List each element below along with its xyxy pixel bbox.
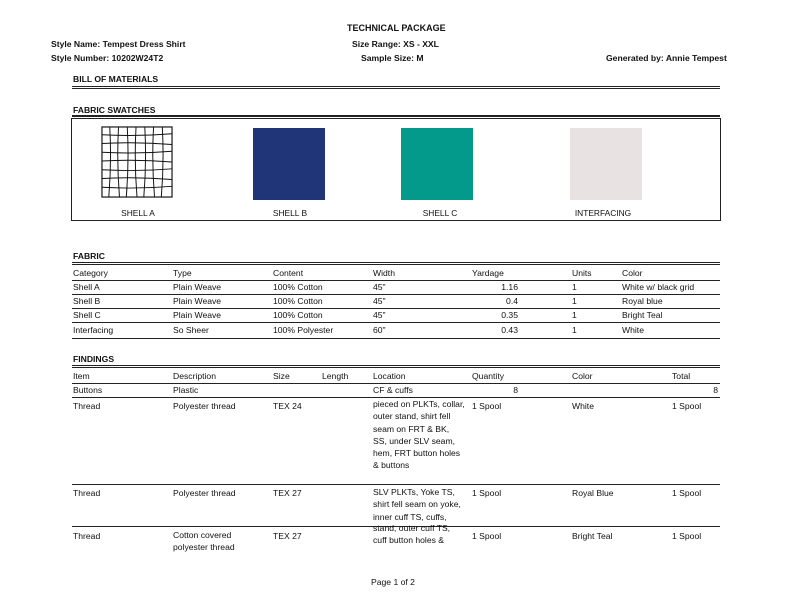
table-row-cell: Bright Teal (622, 310, 663, 320)
table-row-cell: CF & cuffs (373, 385, 413, 395)
table-row-cell: Shell A (73, 282, 100, 292)
table-row-cell: 1 Spool (472, 401, 502, 411)
style-number: Style Number: 10202W24T2 (51, 53, 164, 63)
table-row-cell: Royal Blue (572, 488, 614, 498)
findings-divider (72, 365, 720, 368)
findings-col-size: Size (273, 371, 290, 381)
fabric-col-units: Units (572, 268, 592, 278)
page-number: Page 1 of 2 (371, 577, 415, 587)
findings-col-total: Total (672, 371, 691, 381)
table-row-cell: White (622, 325, 644, 335)
findings-col-length: Length (322, 371, 349, 381)
fabric-divider (72, 262, 720, 265)
fabric-col-type: Type (173, 268, 192, 278)
table-row-cell: 1 (572, 325, 577, 335)
table-row-cell: pieced on PLKTs, collar, outer stand, shirt fell seam on FRT & BK, SS, under SLV seam, hem, FRT button holes & buttons (373, 399, 465, 471)
fabric-col-content: Content (273, 268, 304, 278)
table-row-cell: TEX 24 (273, 401, 302, 411)
findings-col-quantity: Quantity (472, 371, 505, 381)
style-name: Style Name: Tempest Dress Shirt (51, 39, 186, 49)
fabric-col-yardage: Yardage (472, 268, 504, 278)
bom-divider (72, 86, 720, 89)
table-row-cell: TEX 27 (273, 531, 302, 541)
swatch-shell-a (101, 126, 173, 198)
size-range: Size Range: XS - XXL (352, 39, 439, 49)
fabric-row-line (72, 338, 720, 339)
findings-col-location: Location (373, 371, 406, 381)
table-row-cell: Cotton covered polyester thread (173, 530, 235, 553)
table-row-cell: 1 (572, 282, 577, 292)
findings-col-item: Item (73, 371, 90, 381)
swatch-shell-b (253, 128, 325, 200)
findings-col-color: Color (572, 371, 593, 381)
table-row-cell: Thread (73, 488, 101, 498)
swatch-shell-c (401, 128, 473, 200)
table-row-cell: Thread (73, 401, 101, 411)
table-row-cell: 1 (572, 296, 577, 306)
table-row-cell: 100% Polyester (273, 325, 334, 335)
table-row-cell: Plain Weave (173, 310, 222, 320)
table-row-cell: Shell C (73, 310, 101, 320)
table-row-cell: Thread (73, 531, 101, 541)
table-row-cell: 0.43 (501, 325, 518, 335)
table-row-cell: Buttons (73, 385, 103, 395)
table-row-cell: SLV PLKTs, Yoke TS, shirt fell seam on yoke, inner cuff TS, cuffs, (373, 487, 461, 522)
table-row-cell: Interfacing (73, 325, 114, 335)
fabric-header-line (72, 280, 720, 281)
table-row-cell: 100% Cotton (273, 296, 323, 306)
swatch-interfacing (570, 128, 642, 200)
table-row-cell: 45" (373, 296, 386, 306)
fabric-col-category: Category (73, 268, 108, 278)
findings-title: FINDINGS (73, 354, 115, 364)
swatches-divider (72, 115, 720, 117)
table-row-cell: White (572, 401, 594, 411)
table-row-cell: 0.4 (506, 296, 518, 306)
swatches-title: FABRIC SWATCHES (73, 105, 156, 115)
table-row-cell: Bright Teal (572, 531, 613, 541)
swatch-label-shell-c: SHELL C (422, 208, 458, 218)
fabric-col-color: Color (622, 268, 643, 278)
table-row-cell: Plastic (173, 385, 199, 395)
swatch-label-shell-b: SHELL B (272, 208, 308, 218)
table-row-cell: 8 (713, 385, 718, 395)
table-row-cell: So Sheer (173, 325, 209, 335)
table-row-cell: 1 Spool (672, 531, 702, 541)
findings-row-line (72, 484, 720, 485)
table-row-cell: 45" (373, 282, 386, 292)
swatch-label-shell-a: SHELL A (121, 208, 155, 218)
table-row-cell: Polyester thread (173, 488, 236, 498)
table-row-cell: 1 Spool (672, 488, 702, 498)
table-row-cell: Royal blue (622, 296, 663, 306)
table-row-cell: White w/ black grid (622, 282, 695, 292)
bom-title: BILL OF MATERIALS (73, 74, 159, 84)
table-row-cell: Shell B (73, 296, 101, 306)
table-row-cell: 60" (373, 325, 386, 335)
fabric-row-line (72, 308, 720, 309)
table-row-cell: Plain Weave (173, 282, 222, 292)
table-row-cell: 45" (373, 310, 386, 320)
table-row-cell-overflow: stand, outer cuff TS, cuff button holes & (373, 523, 451, 546)
table-row-cell: TEX 27 (273, 488, 302, 498)
table-row-cell: 1 (572, 310, 577, 320)
table-row-cell: 100% Cotton (273, 282, 323, 292)
table-row-cell: Polyester thread (173, 401, 236, 411)
table-row-cell: 1.16 (501, 282, 518, 292)
sample-size: Sample Size: M (361, 53, 424, 63)
table-row-cell: Plain Weave (173, 296, 222, 306)
table-row-cell: 8 (513, 385, 518, 395)
table-row-cell: 0.35 (501, 310, 518, 320)
table-row-cell: 1 Spool (672, 401, 702, 411)
table-row-cell: 1 Spool (472, 531, 502, 541)
fabric-title: FABRIC (73, 251, 105, 261)
fabric-col-width: Width (373, 268, 395, 278)
fabric-row-line (72, 322, 720, 323)
page-title: TECHNICAL PACKAGE (347, 23, 446, 33)
fabric-row-line (72, 294, 720, 295)
findings-header-line (72, 383, 720, 384)
table-row-cell: 1 Spool (472, 488, 502, 498)
generated-by: Generated by: Annie Tempest (606, 53, 727, 63)
table-row-cell: 100% Cotton (273, 310, 323, 320)
findings-col-description: Description (173, 371, 216, 381)
swatch-label-interfacing: INTERFACING (574, 208, 632, 218)
